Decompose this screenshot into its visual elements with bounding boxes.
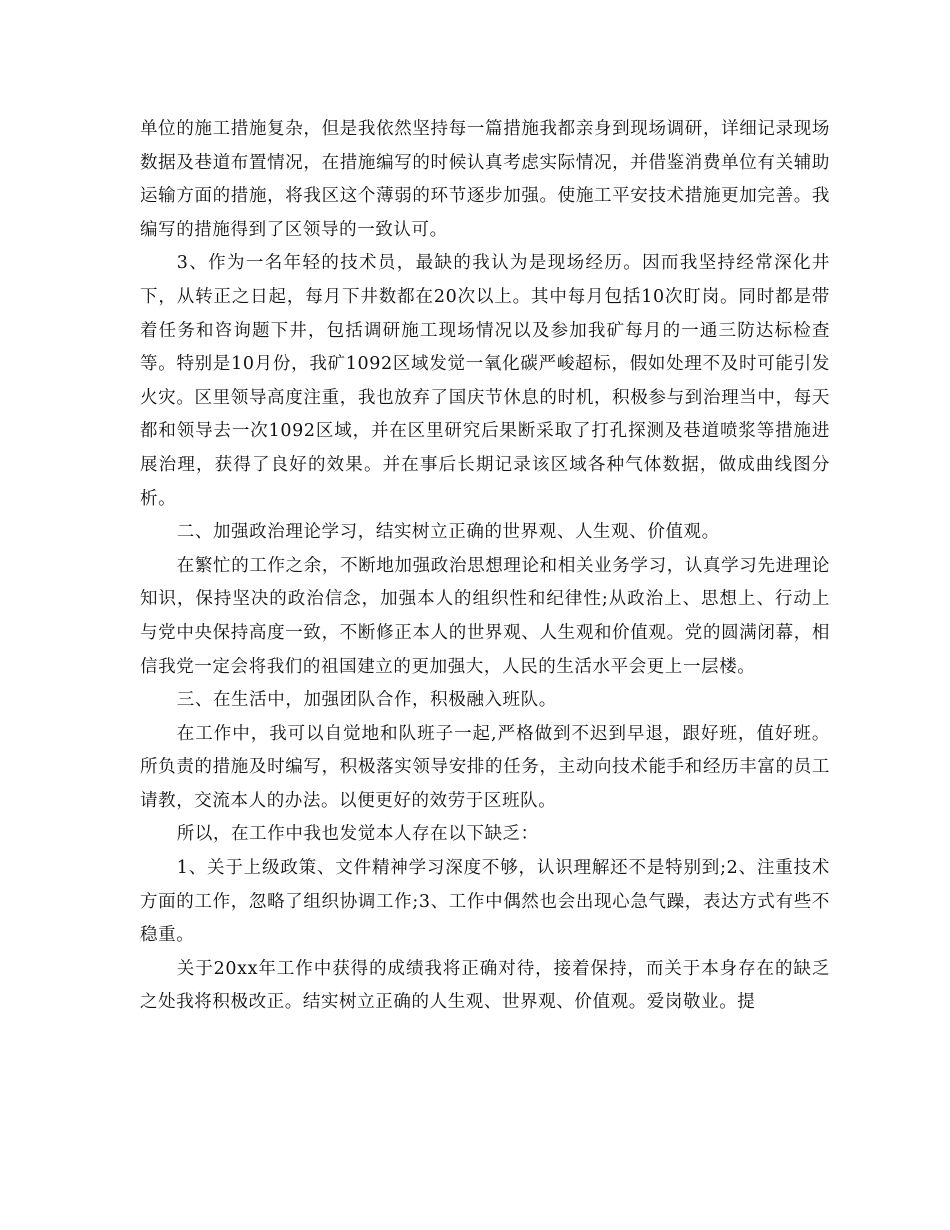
paragraph-conclusion: 关于20xx年工作中获得的成绩我将正确对待，接着保持，而关于本身存在的缺乏之处我将积极改正。结实树立正确的人生观、世界观、价值观。爱岗敬业。提: [140, 958, 830, 1013]
paragraph-shortcomings-list: 1、关于上级政策、文件精神学习深度不够，认识理解还不是特别到;2、注重技术方面的工作，忽略了组织协调工作;3、工作中偶然也会出现心急气躁，表达方式有些不稳重。: [140, 858, 830, 946]
paragraph-teamwork: 在工作中，我可以自觉地和队班子一起,严格做到不迟到早退，跟好班，值好班。所负责的措施及时编写，积极落实领导安排的任务，主动向技术能手和经历丰富的员工请教，交流本人的办法。以便更好的效劳于区班队。: [140, 723, 830, 811]
paragraph-shortcomings-intro: 所以，在工作中我也发觉本人存在以下缺乏：: [176, 824, 539, 845]
section-heading-political-study: 二、加强政治理论学习，结实树立正确的世界观、人生观、价值观。: [176, 522, 720, 543]
section-heading-teamwork: 三、在生活中，加强团队合作，积极融入班队。: [176, 690, 557, 711]
paragraph-construction-measures: 单位的施工措施复杂，但是我依然坚持每一篇措施我都亲身到现场调研，详细记录现场数据及巷道布置情况，在措施编写的时候认真考虑实际情况，并借鉴消费单位有关辅助运输方面的措施，将我区这个薄弱的环节逐步加强。使施工平安技术措施更加完善。我编写的措施得到了区领导的一致认可。: [140, 119, 830, 240]
paragraph-field-experience: 3、作为一名年轻的技术员，最缺的我认为是现场经历。因而我坚持经常深化井下，从转正之日起，每月下井数都在20次以上。其中每月包括10次盯岗。同时都是带着任务和咨询题下井，包括调研施工现场情况以及参加我矿每月的一通三防达标检查等。特别是10月份，我矿1092区域发觉一氧化碳严峻超标，假如处理不及时可能引发火灾。区里领导高度注重，我也放弃了国庆节休息的时机，积极参与到治理当中，每天都和领导去一次1092区域，并在区里研究后果断采取了打孔探测及巷道喷浆等措施进展治理，获得了良好的效果。并在事后长期记录该区域各种气体数据，做成曲线图分析。: [140, 253, 830, 509]
paragraph-political-study: 在繁忙的工作之余，不断地加强政治思想理论和相关业务学习，认真学习先进理论知识，保持坚决的政治信念，加强本人的组织性和纪律性;从政治上、思想上、行动上与党中央保持高度一致，不断修正本人的世界观、人生观和价值观。党的圆满闭幕，相信我党一定会将我们的祖国建立的更加强大，人民的生活水平会更上一层楼。: [140, 555, 830, 677]
document-body: [140, 113, 830, 1020]
